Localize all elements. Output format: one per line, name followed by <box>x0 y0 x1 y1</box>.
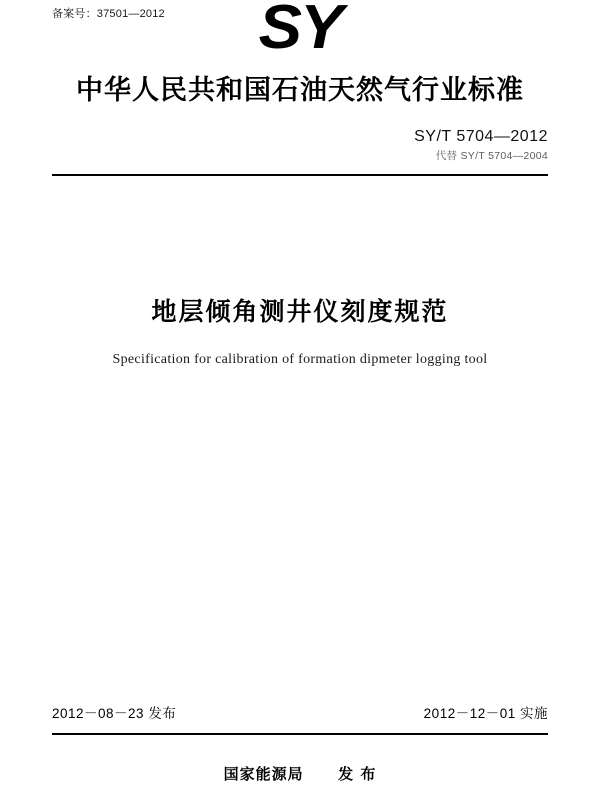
publisher-line <box>0 763 600 784</box>
standard-replaces-note: 代替 SY/T 5704—2004 <box>435 150 548 162</box>
standard-header-title: 中华人民共和国石油天然气行业标准 <box>76 75 524 106</box>
effective-date: 2012－12－01 实施 <box>423 706 548 721</box>
publisher-action: 发 布 <box>338 765 377 783</box>
publisher-name: 国家能源局 <box>223 765 304 783</box>
footer-divider <box>52 733 548 735</box>
header-divider <box>52 174 548 176</box>
document-title-english: Specification for calibration of formation dipmeter logging tool <box>112 352 488 367</box>
record-number: 备案号：37501—2012 <box>52 8 165 20</box>
sy-logo: SY <box>258 0 342 62</box>
document-title-chinese: 地层倾角测井仪刻度规范 <box>151 297 449 326</box>
issue-date: 2012－08－23 发布 <box>52 706 177 721</box>
standard-number: SY/T 5704—2012 <box>414 128 548 145</box>
